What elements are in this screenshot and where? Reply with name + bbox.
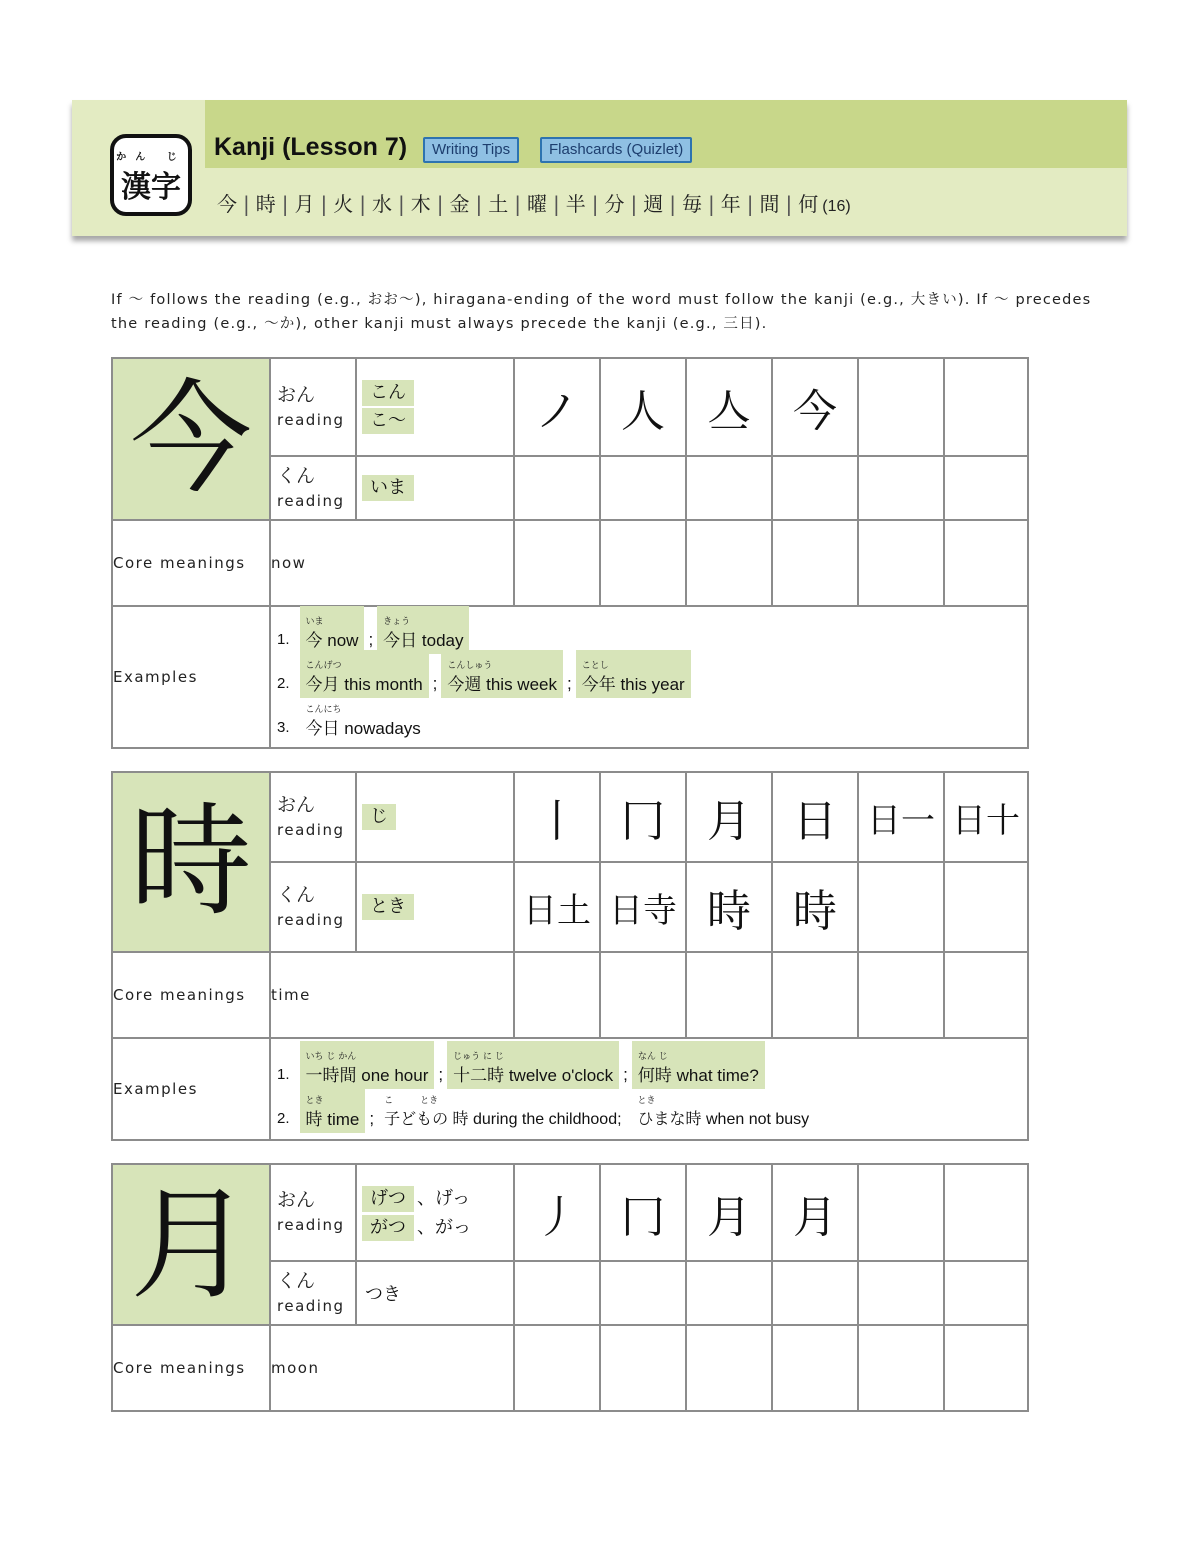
stroke-empty [944,358,1028,456]
writing-tips-button[interactable]: Writing Tips [423,137,519,163]
page-title: Kanji (Lesson 7) [214,133,408,161]
stroke-step: 時 [686,862,772,952]
kanji-list-item[interactable]: 木 [410,192,431,216]
examples-cell: 1. いま 今 now ; きょう 今日 today 2. こんげつ 今月 this month ; こんしゅう 今週 this week ; ことし 今年 this year 3. こんにち 今日 nowadays [270,606,1028,748]
stroke-step: ノ [514,358,600,456]
kun-reading-label: くん reading [270,862,356,952]
stroke-step: 月 [686,1164,772,1261]
stroke-empty [772,1261,858,1325]
kanji-logo [110,134,192,216]
kanji-list-item[interactable]: 分 [604,192,625,216]
stroke-empty [858,456,944,520]
core-meanings-label: Core meanings [112,1325,270,1411]
on-reading-values [356,1164,514,1261]
stroke-empty [858,952,944,1038]
core-meaning: time [270,952,514,1038]
on-reading-label: おん reading [270,358,356,456]
core-meaning: moon [270,1325,514,1411]
stroke-empty [772,1325,858,1411]
stroke-empty [858,862,944,952]
stroke-empty [944,520,1028,606]
stroke-empty [686,1325,772,1411]
stroke-empty [600,1261,686,1325]
stroke-empty [858,1325,944,1411]
stroke-empty [686,520,772,606]
example-item: ことし 今年 this year [576,650,691,698]
stroke-empty [944,1261,1028,1325]
stroke-step: 丨 [514,772,600,862]
stroke-empty [686,456,772,520]
stroke-step: 人 [600,358,686,456]
stroke-empty [514,1261,600,1325]
on-reading: がつ [362,1215,414,1241]
on-reading: こん [362,380,414,406]
kanji-list-item[interactable]: 今 [217,192,237,216]
stroke-empty [600,952,686,1038]
kun-reading: とき [362,894,414,920]
kanji-list-item[interactable]: 金 [449,192,470,216]
examples-label: Examples [112,1038,270,1140]
kanji-count: (16) [822,198,851,215]
header-banner [72,100,1127,236]
example-number: 2. [277,675,290,692]
stroke-empty [600,520,686,606]
example-item: こんげつ 今月 this month [300,650,429,698]
example-item: こんしゅう 今週 this week [441,650,563,698]
kanji-table-2 [111,771,1029,1141]
title-strip [205,100,1127,168]
stroke-empty [686,1261,772,1325]
kanji-character: 月 [112,1164,270,1325]
stroke-empty [944,1325,1028,1411]
kanji-list-item[interactable]: 曜 [527,192,547,216]
stroke-step: 時 [772,862,858,952]
example-number: 2. [277,1110,290,1127]
kun-reading-label: くん reading [270,1261,356,1325]
examples-cell: 1. いち じ かん 一時間 one hour ; じゅう に じ 十二時 twelve o'clock ; なん じ 何時 what time? 2. とき 時 time ; こ とき 子どもの 時 during the childhood; とき ひまな時 when not busy [270,1038,1028,1140]
on-reading-alt: 、がっ [417,1216,471,1238]
stroke-step: 亼 [686,358,772,456]
stroke-step: 冂 [600,772,686,862]
kanji-list-item[interactable]: 土 [488,192,509,216]
kanji-table-1 [111,357,1029,749]
stroke-empty [944,862,1028,952]
stroke-step: 日寺 [600,862,686,952]
stroke-empty [514,1325,600,1411]
kanji-list-item[interactable]: 時 [255,192,276,216]
kanji-list-item[interactable]: 月 [294,192,315,216]
example-item: こ とき 子どもの 時 during the childhood; [384,1096,622,1128]
kanji-list-item[interactable]: 年 [720,192,741,216]
example-item: いち じ かん 一時間 one hour [300,1041,435,1089]
stroke-empty [944,952,1028,1038]
kanji-list-item[interactable]: 毎 [682,192,702,216]
stroke-empty [514,520,600,606]
stroke-step: 日 [772,772,858,862]
example-item: とき ひまな時 when not busy [637,1096,810,1128]
on-reading: げつ [362,1186,414,1212]
kanji-list-item[interactable]: 間 [759,192,780,216]
example-item: じゅう に じ 十二時 twelve o'clock [447,1041,619,1089]
core-meanings-label: Core meanings [112,520,270,606]
example-item: なん じ 何時 what time? [632,1041,765,1089]
stroke-empty [686,952,772,1038]
example-item: いま 今 now [300,606,365,654]
example-number: 1. [277,1066,290,1083]
stroke-step: 日一 [858,772,944,862]
stroke-empty [858,520,944,606]
logo-furigana: かん じ [116,152,186,163]
example-number: 3. [277,719,290,736]
kanji-list-item[interactable]: 週 [643,192,664,216]
stroke-empty [944,1164,1028,1261]
stroke-empty [858,1164,944,1261]
stroke-step: 月 [686,772,772,862]
kanji-list: 今 | 時 | 月 | 火 | 水 | 木 | 金 | 土 | 曜 | 半 | 分 | 週 | 毎 | 年 | 間 | 何 (16) [217,192,851,216]
example-number: 1. [277,631,290,648]
kun-reading-values [356,1261,514,1325]
core-meanings-label: Core meanings [112,952,270,1038]
kanji-list-item[interactable]: 半 [565,192,586,216]
kanji-character: 時 [112,772,270,952]
kanji-list-strip [205,168,1127,236]
example-item: きょう 今日 today [377,606,469,654]
stroke-empty [600,456,686,520]
kanji-table-3 [111,1163,1029,1412]
on-reading-label: おん reading [270,1164,356,1261]
stroke-step: 今 [772,358,858,456]
stroke-empty [772,520,858,606]
kanji-character: 今 [112,358,270,520]
logo-area [72,100,205,236]
example-item: こんにち 今日 nowadays [305,705,421,738]
stroke-step: 冂 [600,1164,686,1261]
stroke-empty [858,358,944,456]
stroke-empty [772,952,858,1038]
stroke-empty [772,456,858,520]
stroke-empty [944,456,1028,520]
stroke-empty [858,1261,944,1325]
core-meaning: now [270,520,514,606]
kun-reading: つき [365,1284,401,1305]
example-item: とき 時 time [300,1085,366,1133]
flashcards-button[interactable]: Flashcards (Quizlet) [540,137,692,163]
stroke-step: 丿 [514,1164,600,1261]
kun-reading-values [356,862,514,952]
kun-reading: いま [362,475,414,501]
kun-reading-label: くん reading [270,456,356,520]
on-reading-alt: 、げっ [417,1187,471,1209]
on-reading-label: おん reading [270,772,356,862]
kanji-list-item[interactable]: 何 [798,192,819,216]
stroke-step: 月 [772,1164,858,1261]
examples-label: Examples [112,606,270,748]
stroke-empty [514,456,600,520]
kanji-list-item[interactable]: 火 [333,192,354,216]
stroke-empty [514,952,600,1038]
kanji-list-item[interactable]: 水 [372,192,392,216]
reading-note: If 〜 follows the reading (e.g., おお〜), hiragana-ending of the word must follow the kanji (e.g., 大きい). If 〜 precedes the reading (e.g., 〜か), other kanji must always precede the kanji (e.g., 三日). [111,292,1092,332]
on-reading-values [356,358,514,456]
on-reading-values [356,772,514,862]
on-reading: こ〜 [362,408,414,434]
kun-reading-values [356,456,514,520]
stroke-empty [600,1325,686,1411]
stroke-step: 日十 [944,772,1028,862]
logo-kanji: 漢字 [121,170,181,205]
on-reading: じ [362,804,396,830]
stroke-step: 日土 [514,862,600,952]
